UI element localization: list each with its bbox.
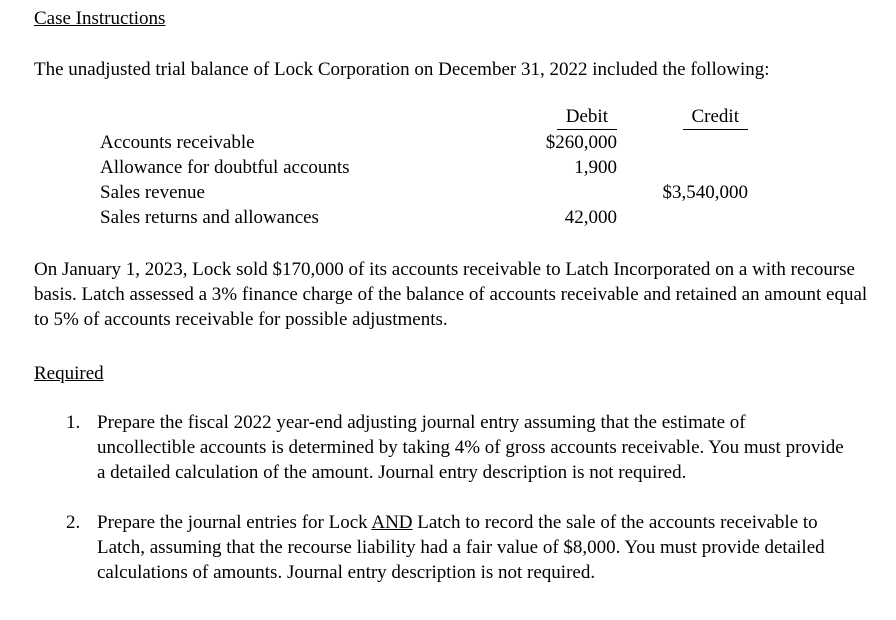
table-header-row (100, 104, 748, 130)
credit-cell: $3,540,000 (662, 182, 748, 203)
item-number: 1. (66, 412, 81, 433)
table-row (100, 180, 748, 205)
credit-header-label: Credit (683, 104, 749, 130)
account-header-cell (100, 104, 490, 130)
item-text (97, 510, 845, 585)
credit-cell (617, 205, 748, 230)
account-cell: Sales revenue (100, 182, 205, 203)
debit-header-cell (490, 104, 617, 130)
table-row (100, 130, 748, 155)
trial-balance-table (100, 104, 748, 230)
debit-cell: 1,900 (574, 157, 617, 178)
account-cell: Allowance for doubtful accounts (100, 157, 350, 178)
credit-cell (617, 130, 748, 155)
item-text: Prepare the fiscal 2022 year-end adjusting journal entry assuming that the estimate of uncollectible accounts is determined by taking 4% of gross accounts receivable. You must provide a detailed calculation of the amount. Journal entry description is not required. (97, 412, 844, 483)
item-text-part1: Prepare the journal entries for Lock (97, 512, 372, 533)
requirement-list (34, 410, 870, 585)
debit-cell: 42,000 (564, 207, 617, 228)
item-number: 2. (66, 512, 81, 533)
table-row (100, 205, 748, 230)
requirement-item-1 (66, 410, 870, 485)
intro-paragraph: The unadjusted trial balance of Lock Corporation on December 31, 2022 included the following: (34, 59, 770, 80)
item-text-part2: Latch to record the sale of the accounts receivable to Latch, assuming that the recourse liability had a fair value of $8,000. You must provide detailed calculations of amounts. Journal entry description is not required. (97, 512, 825, 583)
heading-case-instructions: Case Instructions (34, 8, 166, 29)
account-cell: Sales returns and allowances (100, 207, 319, 228)
debit-cell: $260,000 (545, 132, 617, 153)
heading-required: Required (34, 363, 104, 384)
underlined-and: AND (371, 512, 413, 533)
requirement-item-2 (66, 510, 870, 585)
account-cell: Accounts receivable (100, 132, 255, 153)
debit-header-label: Debit (557, 104, 617, 130)
recourse-paragraph: On January 1, 2023, Lock sold $170,000 of its accounts receivable to Latch Incorporated on a with recourse basis. Latch assessed a 3% finance charge of the balance of accounts receivable and retained an amount equal to 5% of accounts receivable for possible adjustments. (34, 259, 868, 330)
table-row (100, 155, 748, 180)
debit-cell (490, 180, 617, 205)
credit-header-cell (617, 104, 748, 130)
credit-cell (617, 155, 748, 180)
